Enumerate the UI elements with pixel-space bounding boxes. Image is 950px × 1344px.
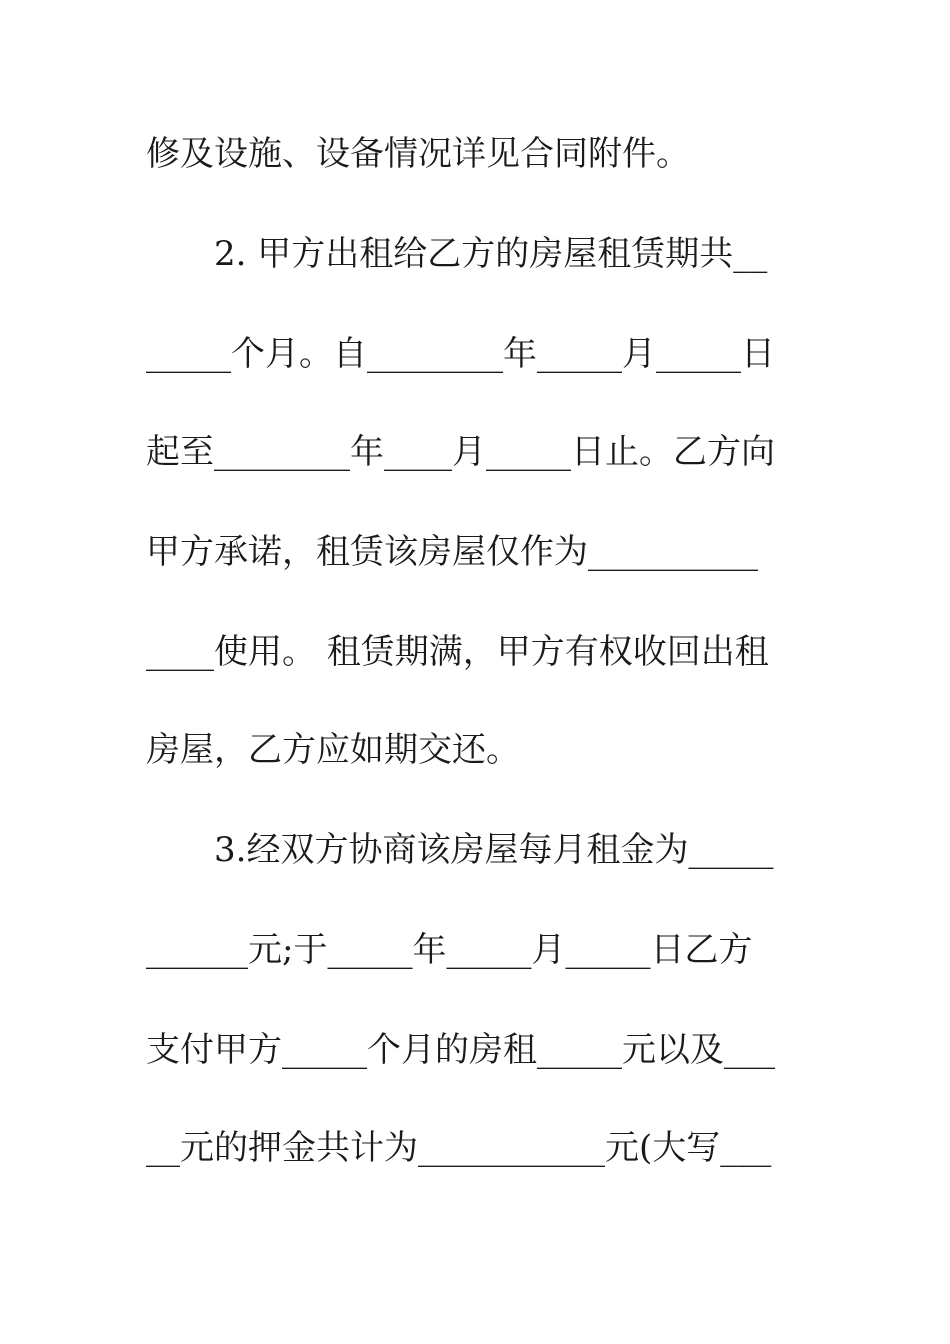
paragraph-line: 支付甲方_____个月的房租_____元以及___ (146, 1030, 775, 1070)
clause-2-line: 2. 甲方出租给乙方的房屋租赁期共__ (214, 234, 768, 274)
paragraph-line: 甲方承诺，租赁该房屋仅作为__________ (146, 532, 758, 572)
paragraph-line: __元的押金共计为___________元(大写___ (146, 1128, 772, 1168)
paragraph-line: 起至________年____月_____日止。乙方向 (146, 432, 775, 472)
paragraph-line: _____个月。自________年_____月_____日 (146, 334, 775, 374)
paragraph-line: ____使用。 租赁期满，甲方有权收回出租 (146, 632, 769, 672)
paragraph-line: 房屋，乙方应如期交还。 (146, 730, 520, 770)
paragraph-line: 修及设施、设备情况详见合同附件。 (146, 134, 690, 174)
clause-3-line: 3.经双方协商该房屋每月租金为_____ (214, 830, 774, 870)
paragraph-line: ______元;于_____年_____月_____日乙方 (146, 930, 753, 970)
